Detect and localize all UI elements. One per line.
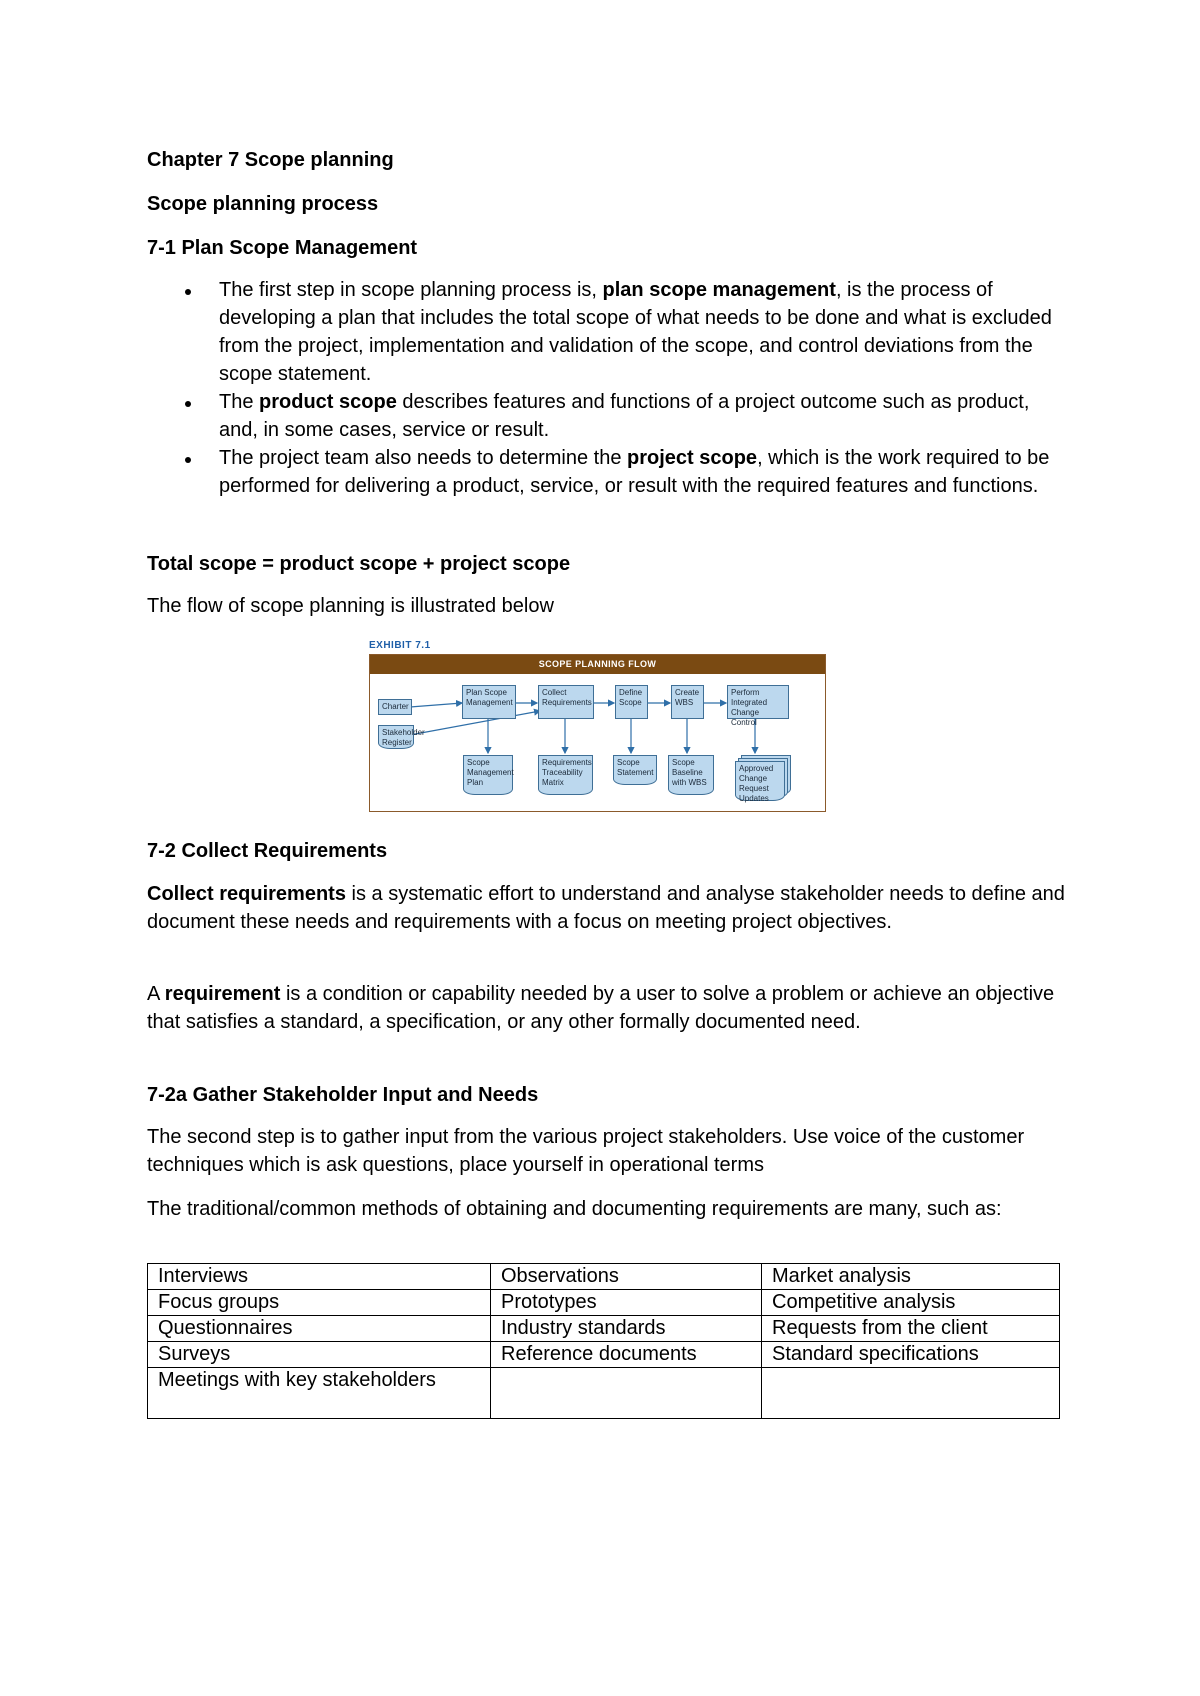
table-cell: Surveys [148, 1342, 491, 1368]
bullet-item [147, 444, 1067, 500]
gather-input-paragraph: The second step is to gather input from the various project stakeholders. Use voice of the customer techniques which is ask questions, place yourself in operational terms [147, 1126, 1025, 1176]
table-row [148, 1368, 1060, 1419]
table-cell: Interviews [148, 1264, 491, 1290]
chapter-title: Chapter 7 Scope planning [147, 149, 394, 171]
flow-process-box: Collect Requirements [538, 685, 594, 719]
requirement-definition-paragraph [147, 980, 1067, 1036]
flow-process-box: Perform Integrated Change Control [727, 685, 789, 719]
figure-title-band: SCOPE PLANNING FLOW [370, 655, 825, 674]
flow-process-box: Define Scope [615, 685, 648, 719]
flow-output-document: Scope Management Plan [463, 755, 513, 795]
subsection-heading-7-1: 7-1 Plan Scope Management [147, 237, 418, 259]
flow-output-document: Scope Statement [613, 755, 657, 785]
table-cell: Questionnaires [148, 1316, 491, 1342]
bullet-bold-term: product scope [259, 391, 397, 413]
flow-input-box: Charter [378, 699, 412, 715]
flow-output-document-stack: Approved Change Request Updates [735, 761, 785, 801]
table-row [148, 1342, 1060, 1368]
total-scope-formula: Total scope = product scope + project scope [147, 553, 571, 575]
subsection-heading-7-2: 7-2 Collect Requirements [147, 840, 388, 862]
bullet-text: The [219, 391, 260, 413]
arrow-charter-to-plan [410, 703, 462, 707]
bullet-list [147, 276, 1067, 500]
table-cell: Standard specifications [762, 1342, 1060, 1368]
table-cell: Requests from the client [762, 1316, 1060, 1342]
table-cell: Focus groups [148, 1290, 491, 1316]
table-cell: Competitive analysis [762, 1290, 1060, 1316]
bullet-text: , is the process of developing a plan that includes the total scope of what needs to be done and what is excluded from the project, implementation and validation of the scope, and control deviations from the scope statement. [219, 279, 1052, 385]
paragraph-text: is a systematic effort to understand and analyse stakeholder needs to define and document these needs and requirements with a focus on meeting project objectives. [147, 883, 1065, 933]
flow-output-document: Requirements Traceability Matrix [538, 755, 593, 795]
table-cell: Prototypes [491, 1290, 762, 1316]
requirements-methods-table [147, 1263, 1060, 1419]
methods-intro-paragraph: The traditional/common methods of obtaining and documenting requirements are many, such as: [147, 1198, 1002, 1220]
bullet-text: , which is the work required to be performed for delivering a product, service, or result with the required features and functions. [219, 447, 1050, 497]
bullet-dot-icon [185, 457, 191, 463]
bullet-bold-term: project scope [627, 447, 758, 469]
paragraph-text: is a condition or capability needed by a user to solve a problem or achieve an objective that satisfies a standard, a specification, or any other formally documented need. [147, 983, 1055, 1033]
flow-process-box: Plan Scope Management [462, 685, 516, 719]
table-cell [491, 1368, 762, 1419]
scope-planning-flow-figure [366, 636, 828, 814]
bullet-item [147, 388, 1067, 444]
table-cell: Industry standards [491, 1316, 762, 1342]
table-row [148, 1264, 1060, 1290]
table-cell: Market analysis [762, 1264, 1060, 1290]
bullet-bold-term: plan scope management [602, 279, 836, 301]
collect-requirements-paragraph [147, 880, 1067, 936]
bullet-item [147, 276, 1067, 388]
bullet-text: The project team also needs to determine the [219, 447, 628, 469]
bullet-text: The first step in scope planning process is, [219, 279, 603, 301]
bullet-dot-icon [185, 401, 191, 407]
flow-input-document: Stakeholder Register [378, 725, 414, 749]
table-cell: Reference documents [491, 1342, 762, 1368]
paragraph-text: A [147, 983, 165, 1005]
table-cell: Meetings with key stakeholders [148, 1368, 491, 1419]
bullet-dot-icon [185, 289, 191, 295]
table-cell: Observations [491, 1264, 762, 1290]
table-cell [762, 1368, 1060, 1419]
bold-term: requirement [164, 983, 281, 1005]
flow-intro-text: The flow of scope planning is illustrated below [147, 595, 554, 617]
flow-process-box: Create WBS [671, 685, 704, 719]
bold-term: Collect requirements [147, 883, 346, 905]
section-title: Scope planning process [147, 193, 379, 215]
figure-frame [369, 654, 826, 812]
subsection-heading-7-2a: 7-2a Gather Stakeholder Input and Needs [147, 1084, 539, 1106]
table-row [148, 1290, 1060, 1316]
bullet-text: describes features and functions of a project outcome such as product, and, in some cases, service or result. [219, 391, 1030, 441]
exhibit-label: EXHIBIT 7.1 [369, 640, 431, 651]
flow-output-document: Scope Baseline with WBS [668, 755, 714, 795]
table-row [148, 1316, 1060, 1342]
